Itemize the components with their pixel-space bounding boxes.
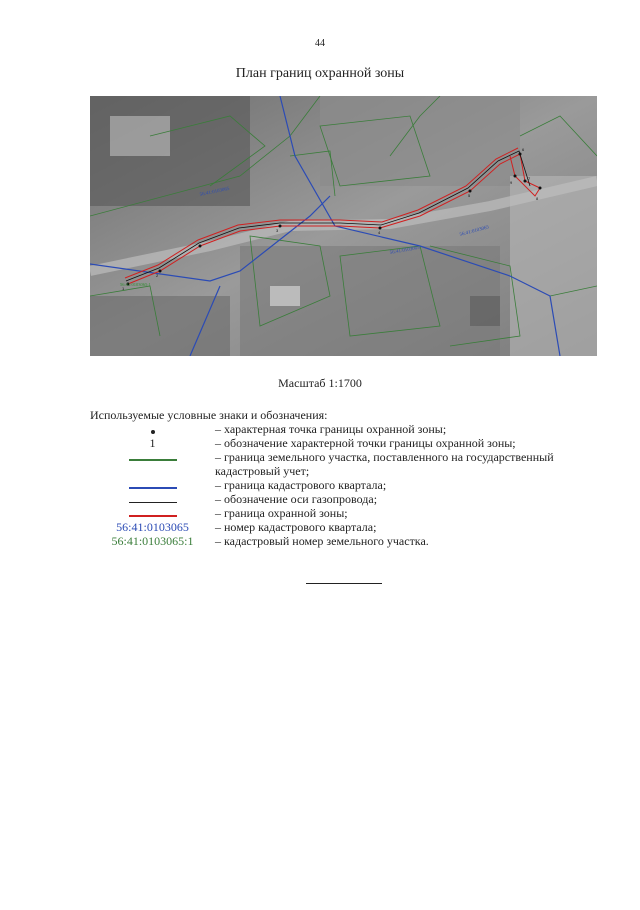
quarter-label-3: 56:41:0103065	[459, 225, 490, 238]
legend-text: – кадастровый номер земельного участка.	[215, 534, 429, 548]
legend-symbol-text: 56:41:0103065:1	[111, 534, 194, 548]
point-label: 6	[522, 147, 525, 152]
legend-row	[90, 534, 600, 548]
legend-text: – обозначение оси газопровода;	[215, 492, 378, 506]
point-label: 4	[378, 230, 381, 235]
parcel-label: 56:41:0103065:1	[120, 282, 151, 287]
page-number: 44	[315, 38, 325, 49]
red-line-icon	[129, 515, 177, 517]
legend-row	[90, 422, 600, 436]
legend-text: – граница охранной зоны;	[215, 506, 348, 520]
legend-row	[90, 478, 600, 492]
legend-text: – характерная точка границы охранной зоны;	[215, 422, 447, 436]
point-label: 9	[510, 180, 513, 185]
legend-symbol-text: 56:41:0103065	[116, 520, 189, 534]
point-label: 1	[122, 286, 125, 291]
legend-text: – обозначение характерной точки границы охранной зоны;	[215, 436, 516, 450]
aerial-map	[90, 96, 597, 356]
legend-text: – граница земельного участка, поставленного на государственный кадастровый учет;	[215, 450, 554, 478]
point-label: 7	[528, 176, 531, 181]
blue-line-icon	[129, 487, 177, 489]
legend	[90, 422, 600, 548]
legend-row	[90, 450, 600, 478]
black-line-icon	[129, 502, 177, 503]
legend-text: – номер кадастрового квартала;	[215, 520, 377, 534]
quarter-label: 56:41:0103065	[199, 186, 231, 198]
divider	[306, 583, 382, 584]
quarter-label-2: 56:41:0103065	[389, 245, 421, 256]
green-line-icon	[129, 459, 177, 461]
point-marker-icon	[151, 430, 155, 434]
legend-row	[90, 436, 600, 450]
legend-title: Используемые условные знаки и обозначения:	[90, 408, 328, 422]
legend-row	[90, 520, 600, 534]
page-title: План границ охранной зоны	[235, 66, 405, 81]
legend-row	[90, 506, 600, 520]
legend-row	[90, 492, 600, 506]
point-label: 2	[156, 273, 159, 278]
point-label: 3	[276, 228, 279, 233]
point-label: 8	[536, 196, 539, 201]
point-label: 5	[468, 193, 471, 198]
map-scale: Масштаб 1:1700	[278, 376, 362, 390]
legend-symbol-text: 1	[149, 436, 156, 450]
legend-text: – граница кадастрового квартала;	[215, 478, 387, 492]
